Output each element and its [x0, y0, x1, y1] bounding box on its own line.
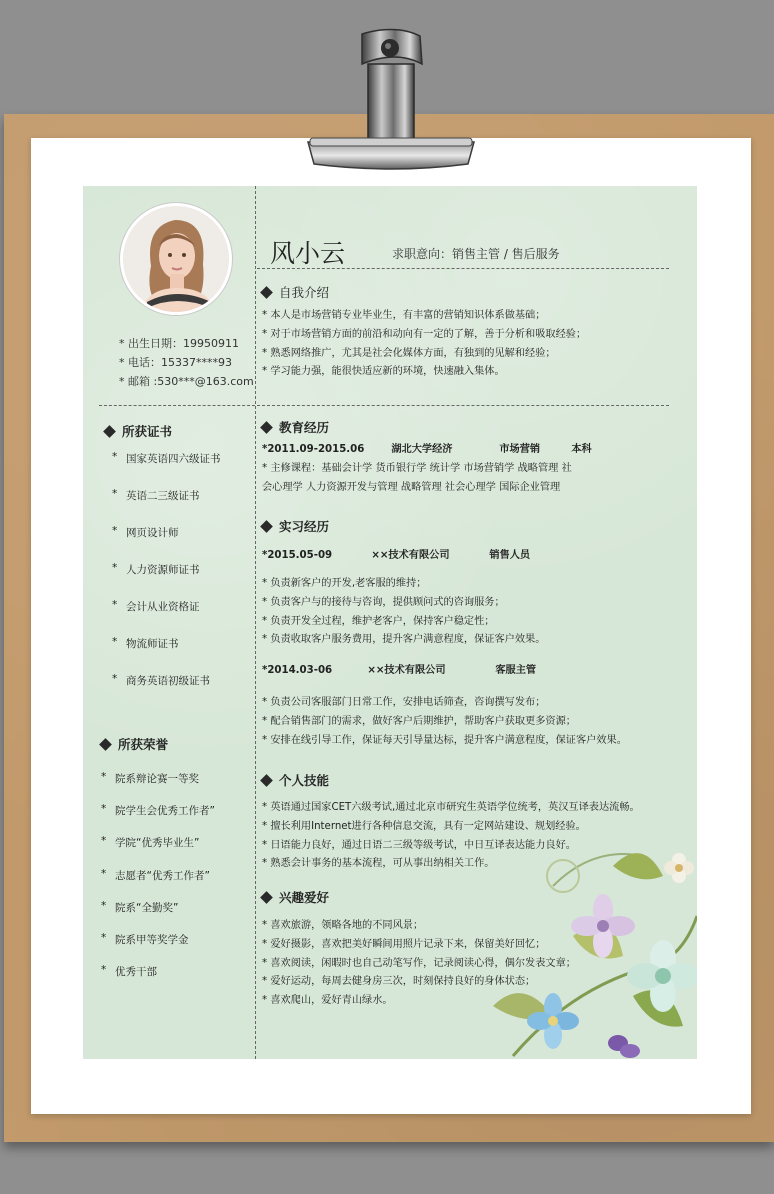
column-divider: [255, 186, 256, 1059]
list-item: * 学习能力强，能很快适应新的环境，快速融入集体。: [262, 363, 586, 382]
list-item: * 喜欢阅读，闲暇时也自己动笔写作，记录阅读心得，偶尔发表文章；: [262, 955, 576, 974]
intro-divider: [257, 405, 669, 406]
list-item: * 安排在线引导工作，保证每天引导量达标，提升客户满意程度，保证客户效果。: [262, 732, 627, 751]
edu-courses-cont: 会心理学 人力资源开发与管理 战略管理 社会心理学 国际企业管理: [262, 481, 561, 493]
diamond-icon: [260, 421, 273, 434]
list-item: * 人力资源师证书: [126, 562, 200, 577]
edu-period: 2011.09-2015.06: [267, 444, 365, 455]
job-intent: 求职意向：销售主管 / 售后服务: [392, 247, 560, 261]
list-item: * 国家英语四六级证书: [126, 451, 221, 466]
list-item: * 学院“优秀毕业生”: [115, 835, 199, 850]
list-item: * 配合销售部门的需求，做好客户后期维护，帮助客户获取更多资源；: [262, 713, 627, 732]
edu-degree: 本科: [571, 444, 592, 455]
list-item: * 志愿者“优秀工作者”: [115, 868, 210, 883]
paper-sheet: [31, 138, 751, 1114]
list-item: * 英语通过国家CET六级考试,通过北京市研究生英语学位统考，英汉互译表达流畅。: [262, 799, 640, 818]
list-item: * 英语二三级证书: [126, 488, 200, 503]
hobbies-list: [262, 917, 576, 1011]
education-heading: 教育经历: [262, 418, 329, 436]
job-header: *2014.03-06 ××技术有限公司 客服主管: [262, 665, 537, 676]
list-item: * 爱好摄影，喜欢把美好瞬间用照片记录下来，保留美好回忆；: [262, 936, 576, 955]
list-item: * 熟悉会计事务的基本流程，可从事出纳相关工作。: [262, 855, 640, 874]
job-header: *2015.05-09 ××技术有限公司 销售人员: [262, 550, 531, 561]
job-1-duties: [262, 575, 545, 650]
list-item: * 会计从业资格证: [126, 599, 200, 614]
diamond-icon: [103, 425, 116, 438]
list-item: * 负责新客户的开发,老客服的维持；: [262, 575, 545, 594]
diamond-icon: [99, 738, 112, 751]
list-item: * 商务英语初级证书: [126, 673, 210, 688]
hobbies-heading: 兴趣爱好: [262, 888, 329, 906]
candidate-name: 风小云: [270, 239, 346, 268]
list-item: * 爱好运动，每周去健身房三次，时刻保持良好的身体状态；: [262, 973, 576, 992]
job-1: [262, 547, 530, 566]
binder-clip-icon: [296, 24, 486, 176]
list-item: * 对于市场营销方面的前沿和动向有一定的了解，善于分析和吸取经验；: [262, 326, 586, 345]
edu-school: 湖北大学经济: [391, 444, 453, 455]
list-item: * 负责客户与的接待与咨询，提供顾问式的咨询服务；: [262, 594, 545, 613]
list-item: * 喜欢爬山，爱好青山绿水。: [262, 992, 576, 1011]
edu-courses: * 主修课程：基础会计学 货币银行学 统计学 市场营销学 战略管理 社: [262, 460, 592, 479]
list-item: * 负责收取客户服务费用，提升客户满意程度，保证客户效果。: [262, 631, 545, 650]
self-intro-list: [262, 307, 586, 382]
list-item: * 优秀干部: [115, 964, 157, 979]
job-2-duties: [262, 694, 627, 750]
list-item: * 日语能力良好，通过日语二三级等级考试，中日互译表达能力良好。: [262, 837, 640, 856]
education-details: [262, 441, 592, 497]
certs-heading: 所获证书: [105, 422, 172, 440]
resume: [83, 186, 697, 1059]
list-item: * 物流师证书: [126, 636, 179, 651]
list-item: * 负责开发全过程，维护老客户，保持客户稳定性；: [262, 613, 545, 632]
portrait-image: [123, 206, 229, 312]
education-row: *2011.09-2015.06 湖北大学经济 市场营销 本科: [262, 441, 592, 460]
list-item: * 本人是市场营销专业毕业生，有丰富的营销知识体系做基础；: [262, 307, 586, 326]
list-item: * 院系甲等奖学金: [115, 932, 189, 947]
avatar: [120, 203, 232, 315]
edu-major: 市场营销: [499, 444, 541, 455]
honors-heading: 所获荣誉: [101, 735, 168, 753]
list-item: * 熟悉网络推广，尤其是社会化媒体方面，有独到的见解和经验；: [262, 345, 586, 364]
list-item: * 擅长利用Internet进行各种信息交流，具有一定网站建设、规划经验。: [262, 818, 640, 837]
skills-heading: 个人技能: [262, 771, 329, 789]
internship-heading: 实习经历: [262, 517, 329, 535]
list-item: * 院学生会优秀工作者”: [115, 803, 215, 818]
email: * 邮箱 :530***@163.com: [119, 372, 254, 391]
list-item: * 院系“全勤奖”: [115, 900, 178, 915]
list-item: * 喜欢旅游，领略各地的不同风景；: [262, 917, 576, 936]
left-divider: [99, 405, 255, 406]
birth-date: * 出生日期：19950911: [119, 334, 254, 353]
clipboard: [4, 114, 774, 1142]
list-item: * 负责公司客服部门日常工作，安排电话筛查，咨询撰写发布；: [262, 694, 627, 713]
list-item: * 院系辩论赛一等奖: [115, 771, 199, 786]
diamond-icon: [260, 286, 273, 299]
phone: * 电话：15337****93: [119, 353, 254, 372]
self-intro-heading: 自我介绍: [262, 283, 329, 301]
diamond-icon: [260, 520, 273, 533]
diamond-icon: [260, 891, 273, 904]
job-2: [262, 662, 536, 681]
contact-info: [119, 334, 254, 391]
list-item: * 网页设计师: [126, 525, 179, 540]
diamond-icon: [260, 774, 273, 787]
